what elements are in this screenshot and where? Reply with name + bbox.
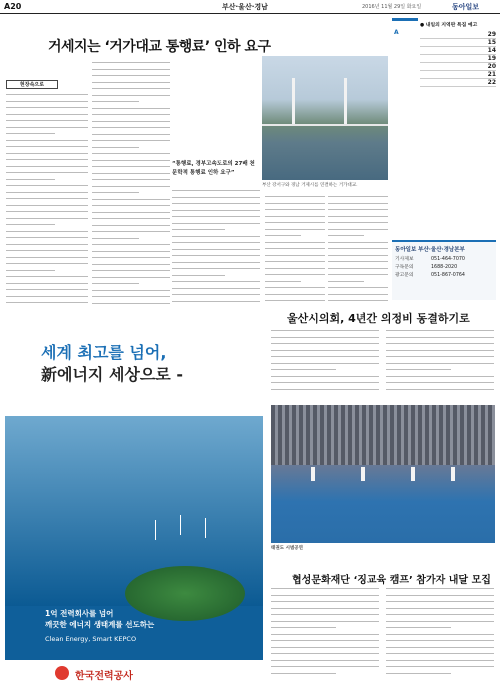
photo-caption: 부산 강서구와 경남 거제시를 연결하는 거가대교.	[262, 183, 358, 188]
right-rail	[392, 18, 496, 188]
section-title: 부산·울산·경남	[222, 3, 268, 11]
bureau-contact: 기사제보 051-464-7070	[395, 257, 465, 262]
article4-body-col2	[386, 588, 494, 684]
preview-title: ● 내일의 지역판 특집 예고	[420, 23, 478, 28]
preview-item: 14	[420, 47, 496, 55]
preview-item: 20	[420, 63, 496, 71]
ad-headline-1: 세계 최고를 넘어,	[41, 343, 167, 362]
preview-item: 15	[420, 39, 496, 47]
ad-brand-bar	[5, 660, 263, 686]
article4-body-col1	[271, 588, 379, 684]
kepco-advertisement	[5, 320, 263, 686]
article1-headline: 거세지는 ‘거가대교 통행료’ 인하 요구	[48, 39, 271, 55]
bureau-contact: 광고문의 051-867-0764	[395, 273, 465, 278]
section-logo: A	[392, 18, 418, 56]
preview-item: 19	[420, 55, 496, 63]
issue-date: 2016년 11월 29일 화요일	[362, 4, 422, 10]
ad-english-slogan: Clean Energy, Smart KEPCO	[45, 635, 137, 643]
article4-headline: 협성문화재단 ‘징교육 캠프’ 참가자 내달 모집	[292, 575, 491, 586]
pull-quote: “통행료, 경부고속도로의 27배 천문학적 통행료 인하 요구”	[172, 161, 255, 176]
article2-headline: 울산시의회, 4년간 의정비 동결하기로	[287, 312, 470, 325]
bureau-contact: 구독문의 1688-2020	[395, 265, 458, 270]
article2-body-col1	[271, 330, 379, 400]
newspaper-name: 동아일보	[452, 3, 480, 11]
ad-brand-name: 한국전력공사	[75, 671, 133, 682]
article2-body-col2	[386, 330, 494, 400]
article1-body-col1	[6, 94, 88, 312]
article1-body-col6	[328, 196, 388, 310]
preview-list	[420, 21, 496, 87]
article1-byline: 현장속으로	[6, 80, 58, 89]
bridge-photo	[262, 56, 388, 180]
bureau-title: 동아일보 부산·울산·경남본부	[395, 247, 465, 253]
preview-item: 29	[420, 31, 496, 39]
ad-headline-2: 新에너지 세상으로 -	[41, 365, 183, 384]
taekwondo-caption: 태권도 시범공연	[271, 546, 303, 551]
page-number: A20	[4, 2, 22, 11]
bureau-box	[392, 240, 496, 300]
ad-slogan: 1억 전력회사를 넘어 깨끗한 에너지 생태계를 선도하는	[45, 609, 155, 629]
page-header	[0, 0, 500, 14]
taekwondo-photo	[271, 405, 495, 543]
preview-item: 21	[420, 71, 496, 79]
article1-body-col4	[172, 190, 260, 310]
preview-item: 22	[420, 79, 496, 87]
article1-body-col5	[265, 196, 325, 310]
kepco-logo-icon	[55, 666, 69, 680]
article1-body-col2	[92, 62, 170, 312]
